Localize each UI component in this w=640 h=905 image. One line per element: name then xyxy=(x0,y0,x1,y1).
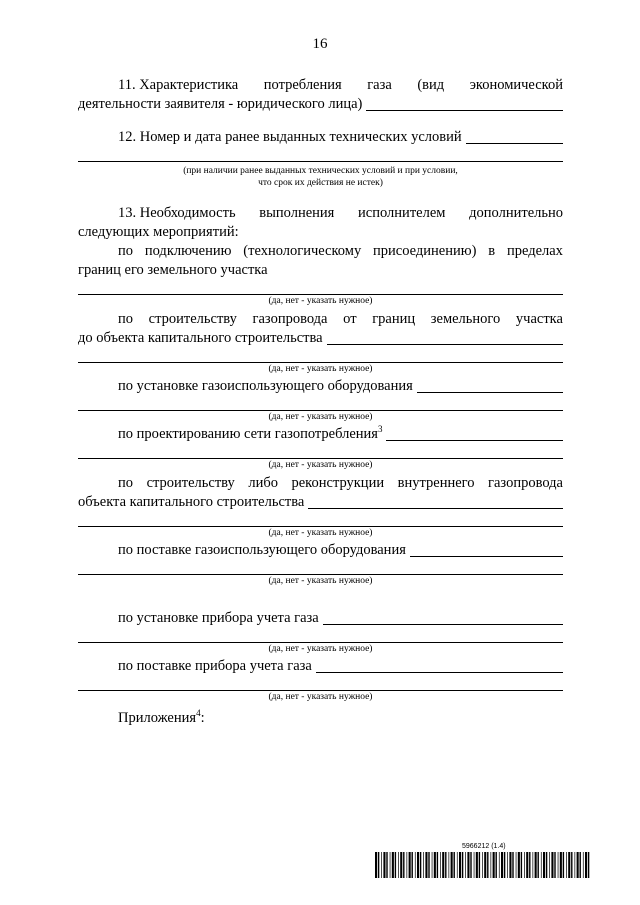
item13-word: 13. Необходимость xyxy=(118,205,236,221)
supply-meter-rule[interactable] xyxy=(78,676,563,691)
pipeline-word: границ xyxy=(372,311,416,327)
install-equipment-blank-field[interactable] xyxy=(417,379,563,393)
internal-word: либо xyxy=(248,475,278,491)
internal-pipeline-line2 xyxy=(78,493,563,512)
connection-rule[interactable] xyxy=(78,280,563,295)
page-number: 16 xyxy=(312,36,328,52)
pipeline-word: газопровода xyxy=(252,311,328,327)
pipeline-word: по xyxy=(118,311,134,327)
pipeline-label: до объекта капитального строительства xyxy=(78,330,323,346)
internal-word: по xyxy=(118,475,134,491)
connection-line2: границ его земельного участка xyxy=(78,262,268,278)
internal-word: внутреннего xyxy=(397,475,475,491)
item13-word: исполнителем xyxy=(358,205,446,221)
internal-word: реконструкции xyxy=(291,475,385,491)
connection-word: подключению xyxy=(144,243,232,259)
barcode-label: 5966212 (1.4) xyxy=(462,843,506,850)
item11-label: деятельности заявителя - юридического лица) xyxy=(78,96,363,112)
item11-word: газа xyxy=(367,77,392,93)
design-line xyxy=(78,425,563,444)
design-hint: (да, нет - указать нужное) xyxy=(268,460,373,470)
attachments-colon: : xyxy=(200,710,205,726)
item11-word: (вид xyxy=(417,77,445,93)
install-equipment-rule[interactable] xyxy=(78,396,563,411)
connection-word: в xyxy=(488,243,496,259)
item12-label: 12. Номер и дата ранее выданных технических условий xyxy=(118,129,462,145)
pipeline-word: земельного xyxy=(430,311,501,327)
internal-pipeline-label: объекта капитального строительства xyxy=(78,494,305,510)
footnote-4: 4 xyxy=(196,708,201,719)
install-meter-label: по установке прибора учета газа xyxy=(118,610,319,626)
barcode-image xyxy=(375,852,591,878)
install-meter-blank-field[interactable] xyxy=(323,611,563,625)
item11-word: потребления xyxy=(263,77,342,93)
supply-meter-blank-field[interactable] xyxy=(316,659,563,673)
connection-word: (технологическому xyxy=(243,243,362,259)
pipeline-blank-field[interactable] xyxy=(327,331,563,345)
pipeline-line1 xyxy=(78,310,563,329)
install-equipment-line xyxy=(78,377,563,396)
connection-word: присоединению) xyxy=(373,243,477,259)
attachments-label: Приложения xyxy=(118,710,197,726)
pipeline-word: от xyxy=(343,311,357,327)
item11-blank-field[interactable] xyxy=(366,97,563,111)
supply-equipment-hint: (да, нет - указать нужное) xyxy=(268,576,373,586)
pipeline-word: участка xyxy=(515,311,563,327)
connection-word: по xyxy=(118,243,134,259)
design-text: по проектированию сети газопотребления xyxy=(118,426,378,442)
supply-equipment-blank-field[interactable] xyxy=(410,543,563,557)
item13-line1 xyxy=(78,204,563,223)
form-content xyxy=(78,76,563,728)
internal-pipeline-line1 xyxy=(78,474,563,493)
install-equipment-label: по установке газоиспользующего оборудования xyxy=(118,378,413,394)
item11-line1 xyxy=(78,76,563,95)
install-meter-hint: (да, нет - указать нужное) xyxy=(268,644,373,654)
pipeline-word: строительству xyxy=(148,311,237,327)
connection-hint: (да, нет - указать нужное) xyxy=(268,296,373,306)
install-meter-rule[interactable] xyxy=(78,628,563,643)
item13-word: выполнения xyxy=(259,205,335,221)
supply-equipment-label: по поставке газоиспользующего оборудования xyxy=(118,542,406,558)
pipeline-rule[interactable] xyxy=(78,348,563,363)
item12-blank-field[interactable] xyxy=(466,130,563,144)
connection-word: пределах xyxy=(506,243,563,259)
item12-line xyxy=(78,128,563,147)
item12-hint-1: (при наличии ранее выданных технических условий и при условии, xyxy=(183,166,458,176)
design-rule[interactable] xyxy=(78,444,563,459)
internal-word: строительству xyxy=(146,475,235,491)
internal-pipeline-hint: (да, нет - указать нужное) xyxy=(268,528,373,538)
attachments-line xyxy=(78,709,563,728)
item11-line2 xyxy=(78,95,563,114)
internal-pipeline-blank-field[interactable] xyxy=(308,495,563,509)
supply-equipment-line xyxy=(78,541,563,560)
item11-word: 11. Характеристика xyxy=(118,77,239,93)
pipeline-hint: (да, нет - указать нужное) xyxy=(268,364,373,374)
item13-line2: следующих мероприятий: xyxy=(78,224,239,240)
internal-pipeline-rule[interactable] xyxy=(78,512,563,527)
item12-rule[interactable] xyxy=(78,147,563,162)
pipeline-line2 xyxy=(78,329,563,348)
item12-hint-2: что срок их действия не истек) xyxy=(258,178,383,188)
supply-meter-label: по поставке прибора учета газа xyxy=(118,658,312,674)
item11-word: экономической xyxy=(469,77,563,93)
internal-word: газопровода xyxy=(488,475,563,491)
design-label xyxy=(118,425,382,444)
supply-meter-line xyxy=(78,657,563,676)
connection-line1 xyxy=(78,242,563,261)
install-equipment-hint: (да, нет - указать нужное) xyxy=(268,412,373,422)
supply-meter-hint: (да, нет - указать нужное) xyxy=(268,692,373,702)
supply-equipment-rule[interactable] xyxy=(78,560,563,575)
footnote-3: 3 xyxy=(377,424,383,435)
install-meter-line xyxy=(78,609,563,628)
item13-word: дополнительно xyxy=(469,205,563,221)
design-blank-field[interactable] xyxy=(386,427,563,441)
